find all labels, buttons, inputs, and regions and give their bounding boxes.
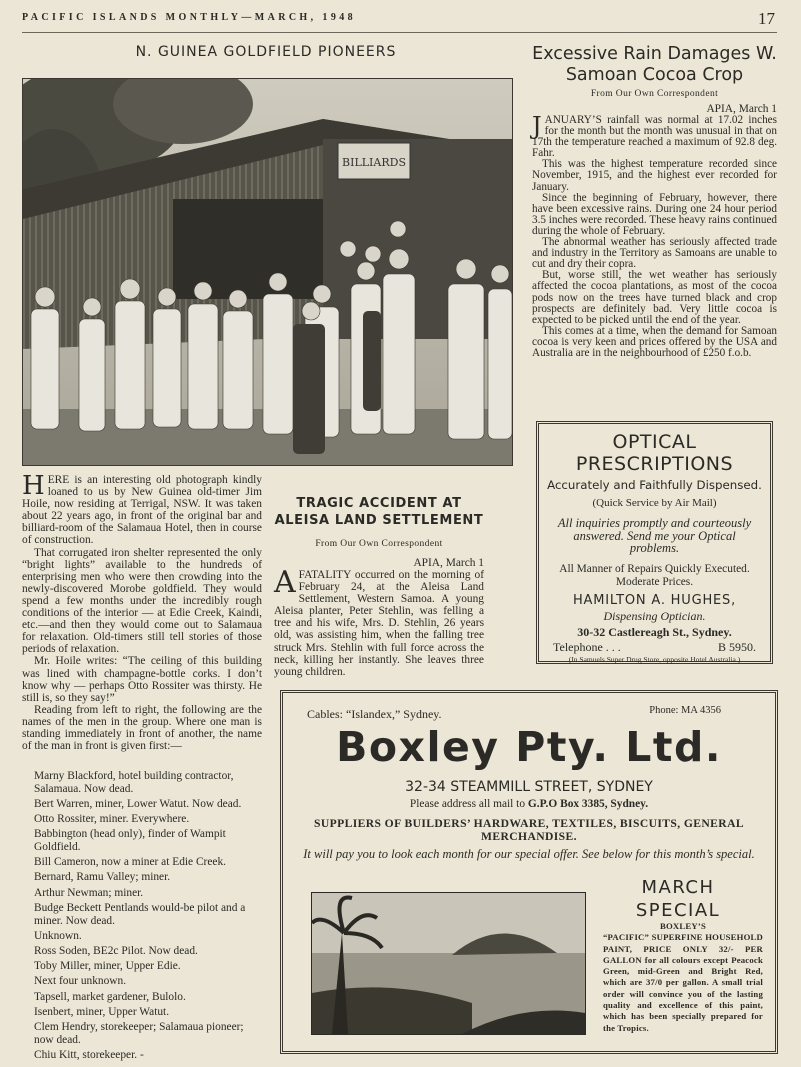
list-item: Toby Miller, miner, Upper Edie. xyxy=(34,960,181,973)
goldfield-pioneers-photo xyxy=(22,78,513,466)
telephone-number: B 5950. xyxy=(717,639,756,654)
article-byline: From Our Own Correspondent xyxy=(315,539,443,549)
suppliers-line: SUPPLIERS OF BUILDERS’ HARDWARE, TEXTILES, BISCUITS, GENERAL MERCHANDISE. xyxy=(314,817,744,843)
ad-title-line: PRESCRIPTIONS xyxy=(575,453,734,475)
dropcap: H xyxy=(22,471,45,501)
people-list xyxy=(34,770,266,1064)
paint-description: “PACIFIC” SUPERFINE HOUSEHOLD PAINT, PRICE ONLY 32/- PER GALLON for all colours except Peacock Green, mid-Green and Bright Red, which are 37/0 per gallon. A small trial order will convince you of the lasting quality and excellence of this paint, which has been specially prepared for the Tropics. xyxy=(603,932,763,1033)
company-address: 32-34 STEAMMILL STREET, SYDNEY xyxy=(405,779,653,795)
list-item: Ross Soden, BE2c Pilot. Now dead. xyxy=(34,944,198,957)
rain-article xyxy=(532,44,777,359)
ad-telephone xyxy=(539,640,770,655)
list-item: Budge Beckett Pentlands would-be pilot and a miner. Now dead. xyxy=(34,901,246,927)
special-heading-line: SPECIAL xyxy=(635,900,721,921)
ad-address: 30-32 Castlereagh St., Sydney. xyxy=(577,624,732,639)
ad-quick-service: (Quick Service by Air Mail) xyxy=(592,497,717,509)
article-byline: From Our Own Correspondent xyxy=(590,89,719,99)
list-item: Isenbert, miner, Upper Watut. xyxy=(34,1005,170,1018)
list-item: Bert Warren, miner, Lower Watut. Now dead. xyxy=(34,797,242,810)
list-item: Bill Cameron, now a miner at Edie Creek. xyxy=(34,856,227,869)
list-item: Clem Hendry, storekeeper; Salamaua pioneer; now dead. xyxy=(34,1020,244,1046)
billiards-sign: BILLIARDS xyxy=(342,156,406,169)
ad-location-note: (In Samuels Super Drug Store, opposite Hotel Australia.) xyxy=(568,654,741,664)
special-offer-line: It will pay you to look each month for our special offer. See below for this month’s special. xyxy=(303,847,755,861)
ad-subtitle: Accurately and Faithfully Dispensed. xyxy=(547,478,762,492)
list-item: Arthur Newman; miner. xyxy=(34,886,144,899)
photo-caption: N. GUINEA GOLDFIELD PIONEERS xyxy=(135,44,397,60)
article-paragraph: Mr. Hoile writes: “The ceiling of this building was lined with champagne-bottle corks. I don’t know why — perhaps Otto Rossiter was thirsty. He still is, so they say!” xyxy=(22,655,262,704)
list-item: Unknown. xyxy=(34,929,82,942)
running-head: PACIFIC ISLANDS MONTHLY—MARCH, 1948 xyxy=(22,12,357,23)
ad-repairs: All Manner of Repairs Quickly Executed. Moderate Prices. xyxy=(559,562,750,588)
island-photo xyxy=(311,892,586,1035)
header-rule xyxy=(22,32,777,33)
photo-illustration xyxy=(23,79,512,465)
article-body xyxy=(532,112,777,359)
article-paragraph: The abnormal weather has seriously affected trade and industry in the Territory as Samoans are unable to cut and dry their copra. xyxy=(532,236,777,271)
article-dateline: APIA, March 1 xyxy=(706,103,777,115)
article-paragraph: That corrugated iron shelter represented the only “bright lights” available to the hundreds of enterprising men who were then crowding into the newly-discovered Morobe goldfield. They would spend a few months under the incredibly rough conditions of the interior — at Edie Creek, Kaindi, etc.—and then they would come out to Salamaua for relaxation. Old-timers still tell stories of those periods of relaxation. xyxy=(22,546,262,656)
march-special-heading xyxy=(599,876,757,922)
optical-advertisement xyxy=(536,421,773,664)
article-paragraph: Since the beginning of February, however, there have been excessive rains. During one 24 hour period 3.5 inches were recorded. These heavy rains continued during the whole of February. xyxy=(532,191,777,237)
list-item: Otto Rossiter, miner. Everywhere. xyxy=(34,813,190,826)
ad-optician-role: Dispensing Optician. xyxy=(603,608,706,623)
article-paragraph: Reading from left to right, the following are the names of the men in the group. Where one man is standing immediately in front of another, the name of the man in front is given first:— xyxy=(22,703,262,753)
mail-address xyxy=(283,798,775,810)
article-headline: Excessive Rain Damages W. Samoan Cocoa Crop xyxy=(532,44,777,85)
dropcap: A xyxy=(274,565,296,600)
article-headline: TRAGIC ACCIDENT AT ALEISA LAND SETTLEMENT xyxy=(274,496,484,528)
boxley-advertisement xyxy=(280,690,778,1054)
pioneers-article xyxy=(22,471,262,753)
ad-inquiries: All inquiries promptly and courteously answered. Send me your Optical problems. xyxy=(557,516,752,556)
mail-box: G.P.O Box 3385, Sydney. xyxy=(527,798,649,810)
article-paragraph: This was the highest temperature recorded since November, 1915, and the highest ever recorded for January. xyxy=(532,158,777,193)
article-paragraph: But, worse still, the wet weather has seriously affected the cocoa plantations, as most of the cocoa pods now on the trees have turned black and crop prospects are definitely bad. Very little cocoa is expected to be picked until the end of the year. xyxy=(532,269,777,326)
page-number: 17 xyxy=(758,9,775,28)
company-name: Boxley Pty. Ltd. xyxy=(336,723,722,771)
list-item: Babbington (head only), finder of Wampit Goldfield. xyxy=(34,828,226,854)
article-paragraph: This comes at a time, when the demand for Samoan cocoa is very keen and prices offered by the USA and Australia are in the neighbourhood of £250 f.o.b. xyxy=(532,324,777,359)
list-item: Marny Blackford, hotel building contractor, Salamaua. Now dead. xyxy=(34,770,234,795)
article-body xyxy=(274,565,484,678)
list-item: Bernard, Ramu Valley; miner. xyxy=(34,871,171,884)
paint-offer xyxy=(603,921,763,1034)
dropcap: J xyxy=(532,112,542,140)
article-text: FATALITY occurred on the morning of February 24, at the Aleisa Land Settlement, Western Samoa. A young Aleisa planter, Peter Stehlin, was felling a tree and his wife, Mrs. D. Stehlin, 26 years old, was assisting him, when the falling tree struck Mrs. Stehlin with full force across the neck, killing her instantly. She leaves three young children. xyxy=(274,569,484,678)
ad-title-line: OPTICAL xyxy=(612,431,697,453)
list-item: Next four unknown. xyxy=(34,975,127,988)
ad-title xyxy=(539,431,770,475)
list-item: Tapsell, market gardener, Bulolo. xyxy=(34,990,186,1003)
special-heading-line: MARCH xyxy=(641,877,715,898)
tragic-accident-article xyxy=(274,495,484,678)
article-dateline: APIA, March 1 xyxy=(413,557,484,569)
mail-prefix: Please address all mail to xyxy=(409,798,526,810)
article-paragraph: ANUARY’S rainfall was normal at 17.02 inches for the month but the month was unusual in that on 17th the temperature reached a maximum of 92.8 deg. Fahr. xyxy=(532,114,777,160)
list-item: Chiu Kitt, storekeeper. - xyxy=(34,1048,144,1061)
ad-optician-name: HAMILTON A. HUGHES, xyxy=(572,592,737,608)
island-illustration xyxy=(312,893,585,1034)
ad-cables: Cables: “Islandex,” Sydney. xyxy=(307,707,442,721)
article-paragraph: ERE is an interesting old photograph kindly loaned to us by New Guinea old-timer Jim Hoile, now residing at Terrigal, NSW. It was taken about 22 years ago, in front of the original bar and billiard-room of the Salamaua Hotel, then in course of construction. xyxy=(22,474,262,547)
telephone-label: Telephone . . . xyxy=(553,639,621,654)
paint-brand: BOXLEY’S xyxy=(659,921,706,931)
ad-phone: Phone: MA 4356 xyxy=(649,705,721,716)
